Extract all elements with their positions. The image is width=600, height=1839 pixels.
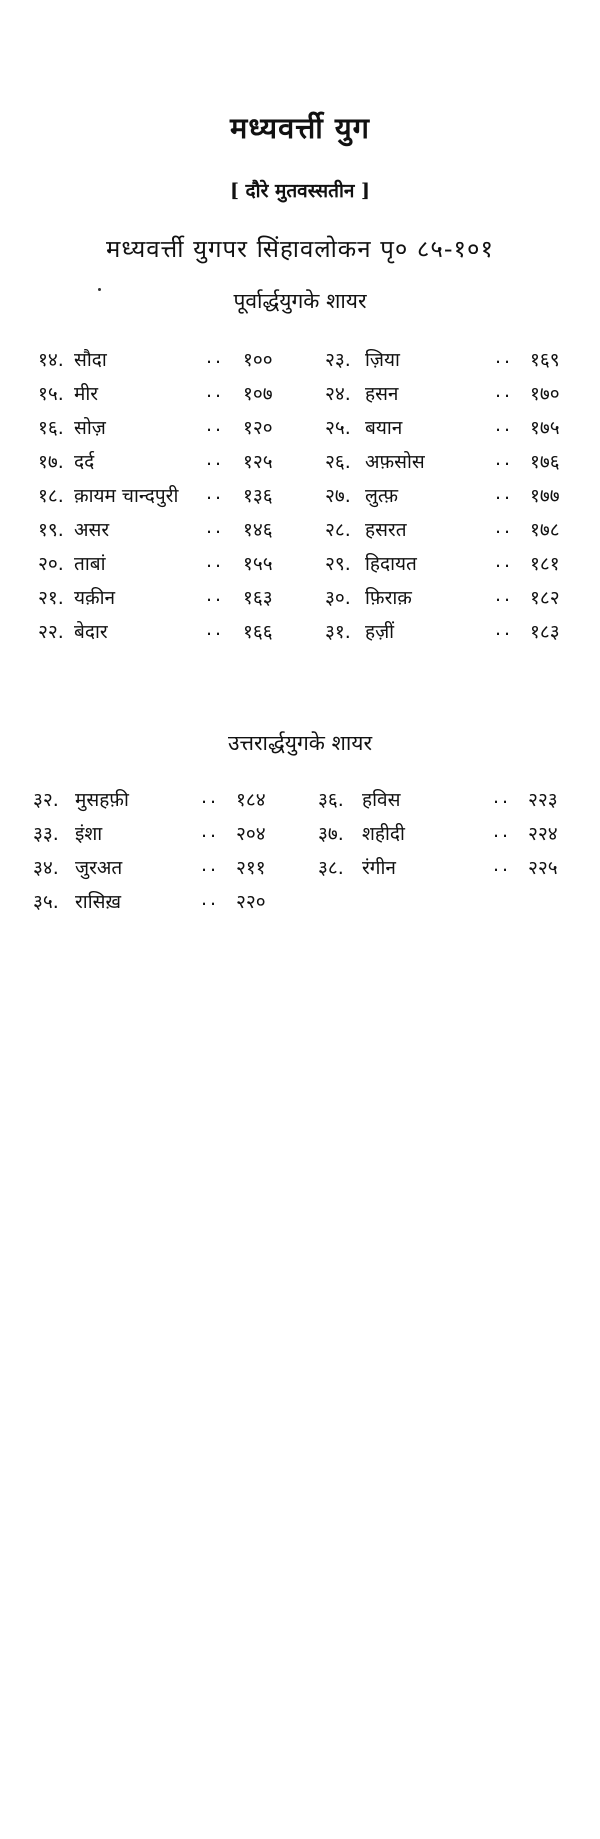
entry-number: ३१. [325,621,351,643]
poet-name: रंगीन [362,857,396,879]
page-number: १६९ [530,349,560,371]
leader-dots: .. [493,820,512,842]
page-number: १८२ [530,587,560,609]
overview-line: मध्यवर्त्ती युगपर सिंहावलोकन पृ० ८५-१०१ [106,235,494,263]
leader-dots: .. [206,380,225,402]
poet-entry [38,516,288,548]
entry-number: २५. [325,417,351,439]
entry-number: २८. [325,519,351,541]
poet-name: सौदा [74,349,107,371]
poet-entry [325,550,575,582]
poet-name: शहीदी [362,823,405,845]
leader-dots: .. [206,448,225,470]
leader-dots: .. [206,346,225,368]
entry-number: २३. [325,349,351,371]
poet-entry [325,380,575,412]
entry-number: १५. [38,383,64,405]
poet-name: इंशा [75,823,103,845]
page-number: १७६ [530,451,560,473]
leader-dots: .. [495,584,514,606]
leader-dots: .. [206,550,225,572]
poet-name: हज़ीं [365,621,395,643]
page-number: १२० [243,417,273,439]
page-number: २२५ [528,857,558,879]
poet-name: दर्द [74,451,95,473]
page-number: १८३ [530,621,560,643]
poet-entry [38,448,288,480]
poet-entry [38,550,288,582]
entry-number: ३४. [33,857,59,879]
poet-entry [38,618,288,650]
entry-number: २१. [38,587,64,609]
entry-number: १६. [38,417,64,439]
leader-dots: .. [201,854,220,876]
page-number: १३६ [243,485,273,507]
entry-number: ३६. [318,789,344,811]
page-number: २२४ [528,823,558,845]
entry-number: १७. [38,451,64,473]
page-number: १०० [243,349,273,371]
entry-number: ३२. [33,789,59,811]
entry-number: ३५. [33,891,59,913]
entry-number: १४. [38,349,64,371]
entry-number: २९. [325,553,351,575]
poet-name: लुत्फ़ [365,485,399,507]
entry-number: २६. [325,451,351,473]
leader-dots: .. [495,516,514,538]
leader-dots: .. [206,482,225,504]
poet-name: हिदायत [365,553,417,575]
poet-name: जुरअत [75,857,123,879]
poet-name: फ़िराक़ [365,587,412,609]
poet-entry [325,482,575,514]
entry-number: ३०. [325,587,351,609]
poet-entry [325,346,575,378]
page-number: २२० [236,891,266,913]
page-number: २०४ [236,823,266,845]
poet-name: ज़िया [365,349,400,371]
entry-number: ३३. [33,823,59,845]
page-number: १०७ [243,383,273,405]
poet-entry [325,618,575,650]
chapter-title: मध्यवर्त्ती युग [230,111,370,145]
poet-entry [38,346,288,378]
poet-entry [38,584,288,616]
leader-dots: .. [493,854,512,876]
page-number: १७७ [530,485,560,507]
leader-dots: .. [495,346,514,368]
poet-entry [33,820,293,852]
poet-name: ताबां [74,553,106,575]
poet-entry [325,414,575,446]
section-heading-early: पूर्वार्द्धयुगके शायर [233,289,367,313]
poet-entry [325,448,575,480]
leader-dots: .. [495,414,514,436]
poet-name: बेदार [74,621,108,643]
poet-name: अफ़सोस [365,451,425,473]
poet-entry [33,854,293,886]
section-heading-late: उत्तरार्द्धयुगके शायर [227,731,373,755]
leader-dots: .. [206,414,225,436]
poet-name: असर [74,519,110,541]
leader-dots: .. [201,888,220,910]
leader-dots: .. [495,482,514,504]
poet-name: मीर [74,383,99,405]
leader-dots: .. [495,618,514,640]
entry-number: २४. [325,383,351,405]
entry-number: २२. [38,621,64,643]
poet-name: हसरत [365,519,407,541]
page-number: १४६ [243,519,273,541]
leader-dots: .. [201,786,220,808]
page-number: १८४ [236,789,266,811]
page-number: १७८ [530,519,560,541]
poet-name: मुसहफ़ी [75,789,129,811]
leader-dots: .. [206,618,225,640]
leader-dots: .. [493,786,512,808]
entry-number: २७. [325,485,351,507]
poet-entry [318,820,578,852]
entry-number: १८. [38,485,64,507]
leader-dots: .. [201,820,220,842]
poet-entry [325,584,575,616]
page-number: २२३ [528,789,558,811]
leader-dots: .. [495,380,514,402]
entry-number: १९. [38,519,64,541]
poet-entry [318,786,578,818]
page-number: १२५ [243,451,273,473]
leader-dots: .. [495,448,514,470]
chapter-subtitle: [ दौरे मुतवस्सतीन ] [229,180,371,202]
poet-entry [38,482,288,514]
poet-entry [38,414,288,446]
entry-number: २०. [38,553,64,575]
page-number: २११ [236,857,266,879]
entry-number: ३८. [318,857,344,879]
poet-entry [33,786,293,818]
leader-dots: .. [495,550,514,572]
poet-entry [33,888,293,920]
poet-name: सोज़ [74,417,106,439]
poet-name: क़ायम चान्दपुरी [74,485,179,507]
page-number: १५५ [243,553,273,575]
poet-name: रासिख़ [75,891,121,913]
poet-name: यक़ीन [74,587,116,609]
poet-entry [38,380,288,412]
poet-name: बयान [365,417,403,439]
page-number: १७५ [530,417,560,439]
page-number: १८१ [530,553,560,575]
page-number: १७० [530,383,560,405]
poet-name: हसन [365,383,399,405]
page-number: १६३ [243,587,273,609]
poet-entry [325,516,575,548]
poet-name: हविस [362,789,401,811]
entry-number: ३७. [318,823,344,845]
page-number: १६६ [243,621,273,643]
poet-entry [318,854,578,886]
leader-dots: .. [206,516,225,538]
leader-dots: .. [206,584,225,606]
